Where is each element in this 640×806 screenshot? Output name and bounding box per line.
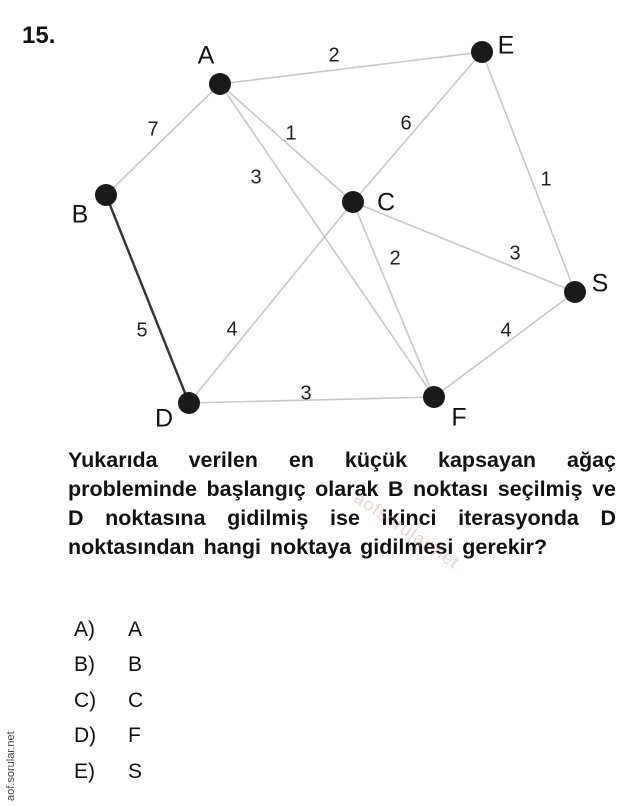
edge-weight-a-b: 7 <box>147 118 159 141</box>
edge-a-e <box>220 52 482 84</box>
edge-c-f <box>353 202 434 397</box>
node-label-f: F <box>451 403 467 432</box>
option-e[interactable] <box>74 754 143 790</box>
edges-layer <box>106 52 575 403</box>
node-label-a: A <box>197 41 215 70</box>
option-letter: E) <box>74 759 95 783</box>
option-a[interactable] <box>74 612 143 648</box>
node-e <box>471 41 493 63</box>
option-d[interactable] <box>74 719 143 755</box>
edge-weight-d-f: 3 <box>300 382 312 405</box>
node-label-b: B <box>71 200 89 229</box>
weights-layer <box>136 41 552 405</box>
option-text: C <box>128 688 144 712</box>
option-letter: B) <box>74 653 95 677</box>
labels-layer <box>72 32 609 433</box>
option-letter: D) <box>74 724 97 748</box>
nodes-layer <box>95 41 586 414</box>
side-watermark: aof.sorular.net <box>5 731 17 801</box>
node-label-c: C <box>376 188 396 217</box>
edge-weight-e-s: 1 <box>540 168 552 191</box>
node-label-d: D <box>154 404 174 433</box>
edge-weight-c-f: 2 <box>389 247 401 270</box>
edge-weight-a-c: 1 <box>285 122 297 145</box>
edge-e-s <box>482 52 575 292</box>
edge-weight-b-d: 5 <box>136 319 148 342</box>
option-c[interactable] <box>74 683 143 719</box>
edge-weight-c-e: 6 <box>400 112 412 135</box>
option-letter: C) <box>74 688 97 712</box>
edge-c-e <box>353 52 482 202</box>
option-b[interactable] <box>74 648 143 684</box>
edge-weight-f-s: 4 <box>500 319 512 342</box>
option-text: A <box>128 617 143 641</box>
answer-options <box>74 612 143 790</box>
node-d <box>178 392 200 414</box>
edge-a-b <box>106 84 220 195</box>
question-number: 15. <box>22 22 56 49</box>
edge-weight-c-d: 4 <box>226 318 238 341</box>
option-letter: A) <box>74 617 95 641</box>
question-text: Yukarıda verilen en küçük kapsayan ağaç probleminde başlangıç olarak B noktası seçilmiş ve D noktasına gidilmiş ise ikinci iterasyonda D noktasından hangi noktaya gidilmesi gerekir? <box>68 448 616 559</box>
node-c <box>342 191 364 213</box>
edge-weight-a-e: 2 <box>328 44 340 67</box>
diagonal-watermark: aofsorular.net <box>350 487 464 573</box>
edge-weight-c-s: 3 <box>509 242 521 265</box>
node-label-s: S <box>591 269 609 298</box>
option-text: S <box>128 759 143 783</box>
edge-weight-a-f: 3 <box>250 166 262 189</box>
option-text: B <box>128 653 143 677</box>
node-b <box>95 184 117 206</box>
node-label-e: E <box>497 31 515 60</box>
edge-b-d <box>106 195 189 403</box>
edge-c-d <box>189 202 353 403</box>
node-a <box>209 73 231 95</box>
option-text: F <box>128 724 141 748</box>
node-f <box>423 386 445 408</box>
edge-f-s <box>434 292 575 397</box>
node-s <box>564 281 586 303</box>
